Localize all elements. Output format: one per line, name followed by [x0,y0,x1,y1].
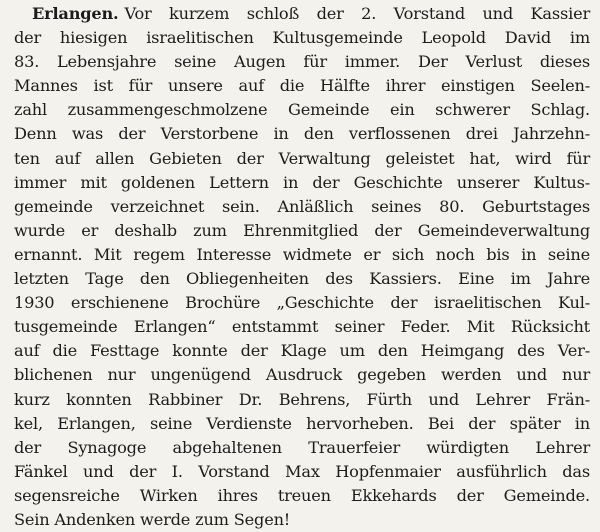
article-line: 83. Lebensjahre seine Augen für immer. Der Verlust dieses [14,52,590,72]
article-line: gemeinde verzeichnet sein. Anläßlich seines 80. Geburtstages [14,196,590,216]
article-line: kurz konnten Rabbiner Dr. Behrens, Fürth und Lehrer Frän- [14,389,590,409]
article-line: der hiesigen israelitischen Kultusgemeinde Leopold David im [14,28,590,48]
article-line: zahl zusammengeschmolzene Gemeinde ein schwerer Schlag. [14,100,590,120]
article-line: ten auf allen Gebieten der Verwaltung geleistet hat, wird für [14,148,590,168]
obituary-article [14,2,590,532]
article-heading: Erlangen. [32,4,119,23]
article-line: letzten Tage den Obliegenheiten des Kassiers. Eine im Jahre [14,269,590,289]
article-line: auf die Festtage konnte der Klage um den Heimgang des Ver- [14,341,590,361]
article-line: Sein Andenken werde zum Segen! [14,509,291,529]
article-line: tusgemeinde Erlangen“ entstammt seiner Feder. Mit Rücksicht [14,317,590,337]
article-line: wurde er deshalb zum Ehrenmitglied der Gemeindeverwaltung [14,220,590,240]
article-line: Fänkel und der I. Vorstand Max Hopfenmaier ausführlich das [14,461,590,481]
article-line: immer mit goldenen Lettern in der Geschichte unserer Kultus- [14,172,590,192]
article-line: kel, Erlangen, seine Verdienste hervorheben. Bei der später in [14,413,590,433]
article-line-text: Vor kurzem schloß der 2. Vorstand und Kassier [124,4,590,23]
article-line: der Synagoge abgehaltenen Trauerfeier würdigten Lehrer [14,437,590,457]
article-line: Mannes ist für unsere auf die Hälfte ihrer einstigen Seelen- [14,76,590,96]
article-line: 1930 erschienene Brochüre „Geschichte der israelitischen Kul- [14,293,590,313]
article-line: blichenen nur ungenügend Ausdruck gegeben werden und nur [14,365,590,385]
article-line [14,2,590,26]
article-line: Denn was der Verstorbene in den verflossenen drei Jahrzehn- [14,124,590,144]
article-line: ernannt. Mit regem Interesse widmete er sich noch bis in seine [14,244,590,264]
article-line: segensreiche Wirken ihres treuen Ekkehards der Gemeinde. [14,485,590,505]
